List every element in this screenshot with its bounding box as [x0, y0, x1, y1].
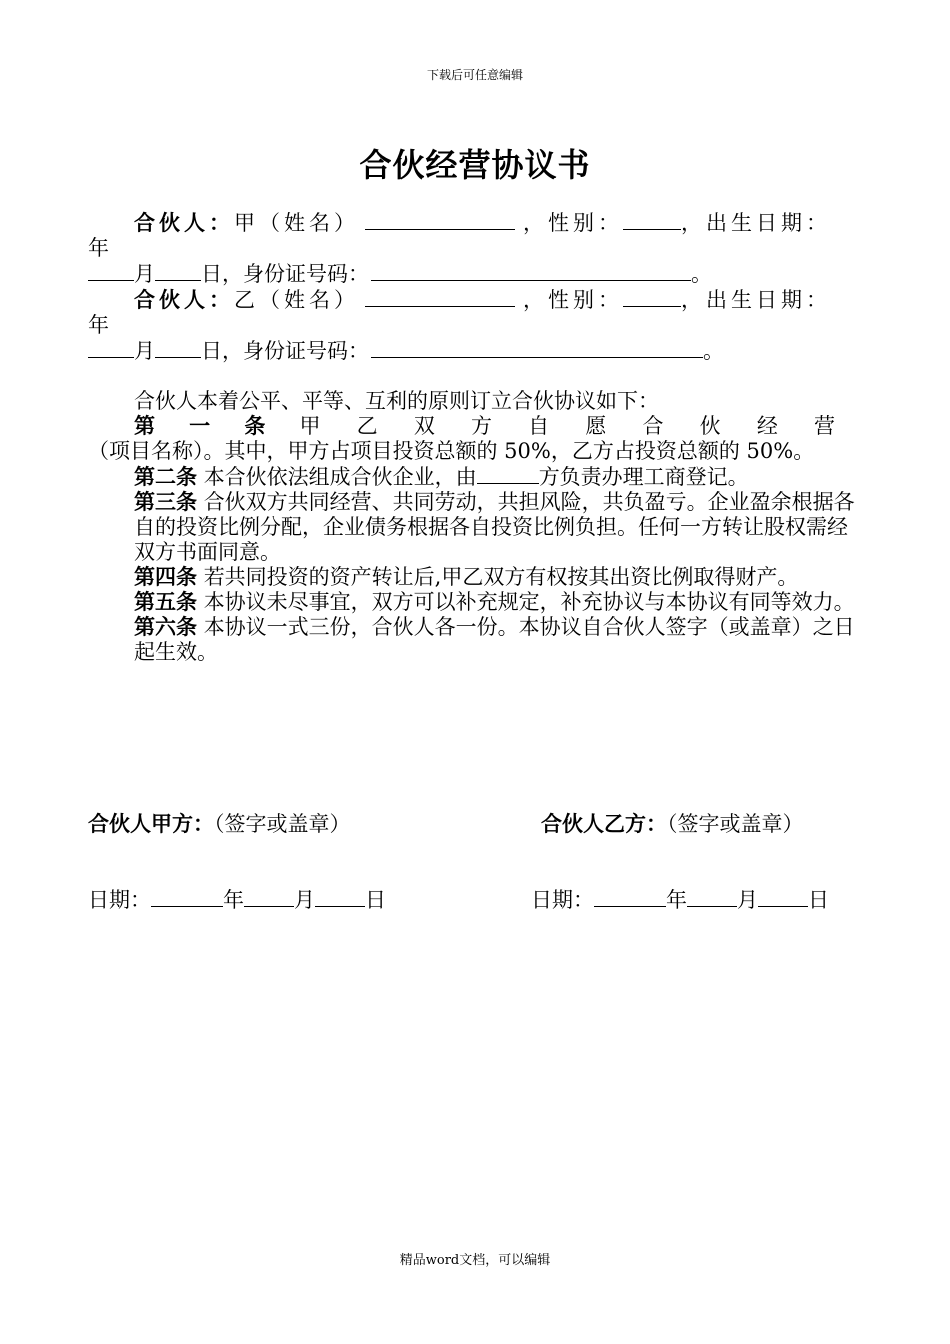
partner-b-id-label: 日，身份证号码：: [201, 339, 369, 363]
partner-a-year-label: 年: [88, 236, 109, 260]
partner-b-end: 。: [703, 339, 724, 363]
partner-b-line3: [88, 338, 863, 364]
partner-a-day-blank[interactable]: [155, 261, 201, 281]
article-5-label: 第五条: [134, 590, 197, 614]
date-b-month: 月: [737, 888, 758, 912]
partner-a-gender-blank[interactable]: [623, 210, 681, 230]
signature-a-label: 合伙人甲方：: [88, 812, 214, 836]
date-a-day: 日: [365, 888, 386, 912]
partner-b-name-blank[interactable]: [365, 287, 515, 307]
partner-a-id-label: 日，身份证号码：: [201, 262, 369, 286]
signature-b-note: （签字或盖章）: [667, 812, 804, 836]
partner-a-birth-label: ，出生日期：: [681, 211, 831, 235]
partner-b-line2: [88, 313, 863, 338]
article-2-text-a: 本合伙依法组成合伙企业，由: [203, 465, 477, 489]
date-b: [531, 884, 829, 914]
intro-text: 合伙人本着公平、平等、互利的原则订立合伙协议如下：: [134, 389, 659, 413]
partner-a-id-blank[interactable]: [371, 261, 691, 281]
article-1-text-b: （项目名称）。其中，甲方占项目投资总额的 50%，乙方占投资总额的 50%。: [88, 439, 815, 463]
partner-b-id-blank[interactable]: [371, 338, 703, 358]
signature-a: [88, 808, 351, 838]
partner-b-day-blank[interactable]: [155, 338, 201, 358]
partner-a-line1: [88, 210, 863, 236]
date-b-day-blank[interactable]: [758, 887, 808, 907]
article-4-text: 若共同投资的资产转让后,甲乙双方有权按其出资比例取得财产。: [203, 565, 799, 589]
date-b-month-blank[interactable]: [687, 887, 737, 907]
article-5-text: 本协议未尽事宜，双方可以补充规定，补充协议与本协议有同等效力。: [203, 590, 855, 614]
partner-a-gender-label: ，性别：: [523, 211, 623, 235]
partner-a-name-label: 甲（姓名）: [234, 211, 359, 235]
signature-a-note: （签字或盖章）: [214, 812, 351, 836]
date-b-day: 日: [808, 888, 829, 912]
partner-a-end: 。: [691, 262, 712, 286]
partner-b-label: 合伙人：: [134, 288, 234, 312]
article-1-line1: [88, 414, 863, 439]
date-b-year-blank[interactable]: [594, 887, 666, 907]
article-2-blank[interactable]: [477, 464, 539, 484]
article-1-label: 第一条: [134, 414, 300, 438]
signature-b: [541, 808, 804, 838]
article-6: [88, 615, 863, 665]
date-a-label: 日期：: [88, 888, 151, 912]
document-body: [88, 210, 863, 665]
article-3-text: 合伙双方共同经营、共同劳动，共担风险，共负盈亏。企业盈余根据各自的投资比例分配，企业债务根据各自投资比例负担。任何一方转让股权需经双方书面同意。: [134, 490, 855, 564]
date-a-year: 年: [223, 888, 244, 912]
article-2-label: 第二条: [134, 465, 197, 489]
article-6-label: 第六条: [134, 615, 197, 639]
date-a-month-blank[interactable]: [244, 887, 294, 907]
date-b-label: 日期：: [531, 888, 594, 912]
article-4-label: 第四条: [134, 565, 197, 589]
article-2: [88, 464, 863, 490]
partner-a-name-blank[interactable]: [365, 210, 515, 230]
partner-b-gender-label: ，性别：: [523, 288, 623, 312]
partner-a-month-label: 月: [134, 262, 155, 286]
page-footer: 精品word文档，可以编辑: [399, 1253, 551, 1268]
article-1-text-a: 甲乙双方自愿合伙经营: [299, 414, 863, 438]
partner-a-month-blank[interactable]: [88, 261, 134, 281]
partner-b-line1: [88, 287, 863, 313]
article-5: [88, 590, 863, 615]
page-header: 下载后可任意编辑: [426, 68, 523, 82]
partner-b-name-label: 乙（姓名）: [234, 288, 359, 312]
partner-b-year-label: 年: [88, 313, 109, 337]
partner-b-month-label: 月: [134, 339, 155, 363]
article-3: [88, 490, 863, 565]
partner-a-line3: [88, 261, 863, 287]
partner-a-label: 合伙人：: [134, 211, 234, 235]
partner-a-line2: [88, 236, 863, 261]
date-a: [88, 884, 386, 914]
article-4: [88, 565, 863, 590]
partner-b-gender-blank[interactable]: [623, 287, 681, 307]
article-2-text-b: 方负责办理工商登记。: [538, 465, 749, 489]
partner-b-month-blank[interactable]: [88, 338, 134, 358]
article-6-text: 本协议一式三份，合伙人各一份。本协议自合伙人签字（或盖章）之日起生效。: [134, 615, 855, 664]
date-b-year: 年: [666, 888, 687, 912]
document-title: 合伙经营协议书: [359, 146, 591, 184]
partner-b-birth-label: ，出生日期：: [681, 288, 831, 312]
date-a-month: 月: [294, 888, 315, 912]
date-a-year-blank[interactable]: [151, 887, 223, 907]
signature-b-label: 合伙人乙方：: [541, 812, 667, 836]
article-3-label: 第三条: [134, 490, 197, 514]
date-a-day-blank[interactable]: [315, 887, 365, 907]
